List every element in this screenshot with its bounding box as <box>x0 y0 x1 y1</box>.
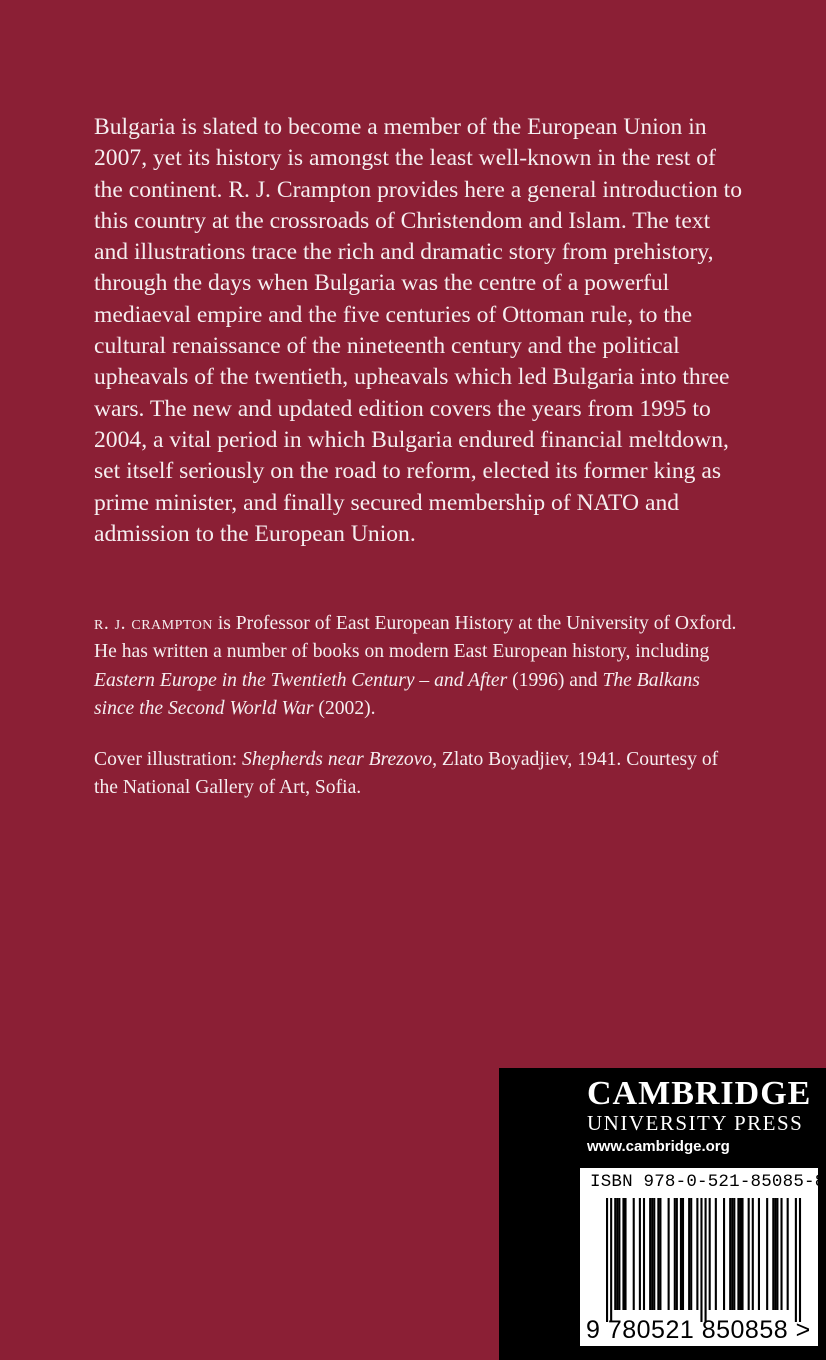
barcode-digits: 9 780521 850858 > <box>586 1316 811 1344</box>
barcode-bar <box>799 1198 801 1322</box>
barcode-bar <box>688 1198 690 1310</box>
barcode-bar <box>653 1198 655 1310</box>
barcode-bar <box>731 1198 733 1310</box>
barcode-bar <box>618 1198 620 1310</box>
barcode-bar <box>758 1198 760 1310</box>
isbn-label: ISBN 978-0-521-85085-8 <box>590 1172 826 1192</box>
barcode-bar <box>622 1198 624 1310</box>
barcode-bar <box>633 1198 635 1310</box>
barcode-bar <box>787 1198 789 1310</box>
barcode-bar <box>676 1198 678 1310</box>
barcode-bar <box>690 1198 692 1310</box>
barcode-bar <box>705 1198 707 1322</box>
barcode-bar <box>680 1198 682 1310</box>
barcode-bar <box>659 1198 661 1310</box>
book-title: The Balkans since the Second World War <box>94 669 700 720</box>
publisher-press: UNIVERSITY PRESS <box>587 1111 804 1135</box>
barcode-bar <box>748 1198 750 1310</box>
barcode-bar <box>723 1198 725 1310</box>
barcode-bar <box>737 1198 739 1310</box>
barcode-bar <box>606 1198 608 1322</box>
author-bio-text: (2002). <box>313 698 376 720</box>
barcode-bar <box>649 1198 651 1310</box>
author-bio-text: (1996) and <box>507 669 603 691</box>
author-bio <box>94 610 744 724</box>
cover-credit-rest: , Zlato Boyadjiev, 1941. Courtesy of the National Gallery of Art, Sofia. <box>94 749 719 799</box>
barcode-bar <box>614 1198 616 1310</box>
publisher-url: www.cambridge.org <box>587 1138 730 1155</box>
author-name: r. j. crampton <box>94 613 213 634</box>
barcode-bar <box>780 1198 782 1310</box>
barcode-bar <box>624 1198 626 1310</box>
barcode-bar <box>795 1198 797 1322</box>
barcode-bar <box>766 1198 768 1310</box>
barcode-bar <box>639 1198 641 1310</box>
barcode-bar <box>610 1198 612 1322</box>
barcode-bar <box>616 1198 618 1310</box>
barcode-bar <box>696 1198 698 1310</box>
barcode-bar <box>682 1198 684 1310</box>
barcode-bar <box>729 1198 731 1310</box>
author-bio-text: is Professor of East European History at the University of Oxford. He has written a number of books on modern East European history, including <box>94 613 737 663</box>
barcode-bar <box>741 1198 743 1310</box>
barcode-bar <box>772 1198 774 1310</box>
publisher-name: CAMBRIDGE <box>587 1075 812 1112</box>
cover-credit <box>94 746 744 803</box>
barcode-bar <box>651 1198 653 1310</box>
blurb-paragraph: Bulgaria is slated to become a member of the European Union in 2007, yet its history is amongst the least well-known in the rest of the continent. R. J. Crampton provides here a general introduction to this country at the crossroads of Christendom and Islam. The text and illustrations trace the rich and dramatic story from prehistory, through the days when Bulgaria was the centre of a powerful mediaeval empire and the five centuries of Ottoman rule, to the cultural renaissance of the nineteenth century and the political upheavals of the twentieth, upheavals which led Bulgaria into three wars. The new and updated edition covers the years from 1995 to 2004, a vital period in which Bulgaria endured financial meltdown, set itself seriously on the road to reform, elected its former king as prime minister, and finally secured membership of NATO and admission to the European Union. <box>94 114 743 547</box>
artwork-title: Shepherds near Brezovo <box>242 749 433 770</box>
barcode-bar <box>733 1198 735 1310</box>
barcode-bar <box>700 1198 702 1322</box>
book-title: Eastern Europe in the Twentieth Century – and After <box>94 669 508 691</box>
barcode-bar <box>674 1198 676 1310</box>
barcode-bar <box>776 1198 778 1310</box>
barcode-bar <box>752 1198 754 1310</box>
barcode-bar <box>709 1198 711 1310</box>
cover-credit-prefix: Cover illustration: <box>94 749 243 770</box>
barcode-bar <box>657 1198 659 1310</box>
barcode-image <box>586 1198 812 1322</box>
barcode-bar <box>774 1198 776 1310</box>
barcode-bar <box>739 1198 741 1310</box>
barcode-bar <box>668 1198 670 1310</box>
barcode-bar <box>715 1198 717 1310</box>
barcode-bar <box>643 1198 645 1310</box>
